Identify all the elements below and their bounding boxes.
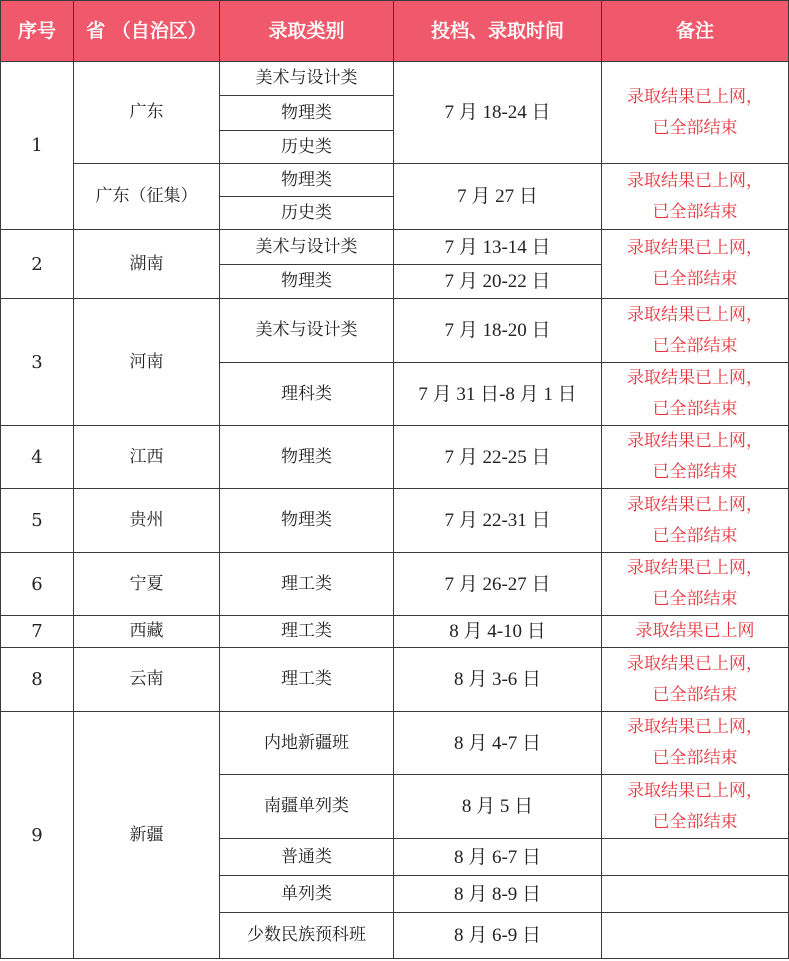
note-line: 录取结果已上网，: [627, 238, 763, 258]
table-row: [1, 489, 789, 553]
note-line: 录取结果已上网，: [627, 86, 763, 107]
header-province: 省 （自治区）: [74, 1, 220, 62]
time-cell: 8 月 8-9 日: [394, 876, 602, 913]
note-line: 录取结果已上网，: [627, 558, 763, 578]
time-cell: 8 月 6-9 日: [394, 913, 602, 959]
category-cell: 普通类: [220, 839, 394, 876]
note-cell: [602, 876, 789, 913]
seq-cell: 4: [1, 426, 74, 489]
time-cell: 8 月 3-6 日: [394, 648, 602, 712]
note-cell: [602, 164, 789, 230]
time-cell: 7 月 27 日: [394, 164, 602, 230]
province-cell: 贵州: [74, 489, 220, 553]
category-cell: 物理类: [220, 265, 394, 299]
category-cell: 美术与设计类: [220, 299, 394, 363]
category-cell: 南疆单列类: [220, 775, 394, 839]
time-cell: 7 月 13-14 日: [394, 230, 602, 265]
time-cell: 7 月 26-27 日: [394, 553, 602, 616]
note-cell: [602, 62, 789, 164]
province-cell: 西藏: [74, 616, 220, 648]
header-time: 投档、录取时间: [394, 1, 602, 62]
note-cell: 录取结果已上网: [602, 616, 789, 648]
category-cell: 单列类: [220, 876, 394, 913]
time-cell: 7 月 22-25 日: [394, 426, 602, 489]
note-line: 录取结果已上网，: [627, 368, 763, 388]
note-cell: [602, 775, 789, 839]
note-line: 已全部结束: [652, 201, 738, 222]
province-cell: 广东: [74, 62, 220, 164]
category-cell: 理科类: [220, 363, 394, 426]
category-cell: 物理类: [220, 426, 394, 489]
header-category: 录取类别: [220, 1, 394, 62]
note-line: 录取结果已上网，: [627, 431, 763, 451]
category-cell: 物理类: [220, 96, 394, 131]
note-line: 录取结果已上网，: [627, 494, 763, 515]
note-cell: [602, 648, 789, 712]
province-cell: 广东（征集）: [74, 164, 220, 230]
table-row: [1, 648, 789, 712]
category-cell: 少数民族预科班: [220, 913, 394, 959]
note-line: 已全部结束: [652, 269, 738, 289]
note-cell: [602, 363, 789, 426]
note-cell: [602, 230, 789, 299]
note-line: 录取结果已上网，: [627, 717, 763, 737]
seq-cell: 1: [1, 62, 74, 230]
note-cell: [602, 553, 789, 616]
note-cell: [602, 913, 789, 959]
category-cell: 美术与设计类: [220, 230, 394, 265]
note-line: 录取结果已上网，: [627, 653, 763, 674]
time-cell: 7 月 18-20 日: [394, 299, 602, 363]
header-row: [1, 1, 789, 62]
note-line: 已全部结束: [652, 811, 738, 832]
note-line: 录取结果已上网，: [627, 304, 763, 325]
table-row: [1, 426, 789, 489]
note-line: 已全部结束: [652, 684, 738, 705]
category-cell: 理工类: [220, 553, 394, 616]
category-cell: 物理类: [220, 489, 394, 553]
note-line: 已全部结束: [652, 589, 738, 609]
note-line: 已全部结束: [652, 462, 738, 482]
seq-cell: 9: [1, 712, 74, 959]
province-cell: 宁夏: [74, 553, 220, 616]
province-cell: 云南: [74, 648, 220, 712]
note-cell: [602, 839, 789, 876]
seq-cell: 8: [1, 648, 74, 712]
province-cell: 河南: [74, 299, 220, 426]
seq-cell: 2: [1, 230, 74, 299]
time-cell: 8 月 5 日: [394, 775, 602, 839]
time-cell: 7 月 22-31 日: [394, 489, 602, 553]
seq-cell: 3: [1, 299, 74, 426]
time-cell: 7 月 20-22 日: [394, 265, 602, 299]
category-cell: 美术与设计类: [220, 62, 394, 96]
seq-cell: 7: [1, 616, 74, 648]
table-row: [1, 712, 789, 775]
note-line: 已全部结束: [652, 525, 738, 546]
note-line: 录取结果已上网，: [627, 170, 763, 191]
category-cell: 历史类: [220, 131, 394, 164]
category-cell: 理工类: [220, 616, 394, 648]
header-seq: 序号: [1, 1, 74, 62]
province-cell: 湖南: [74, 230, 220, 299]
time-cell: 8 月 6-7 日: [394, 839, 602, 876]
province-cell: 新疆: [74, 712, 220, 959]
category-cell: 内地新疆班: [220, 712, 394, 775]
table-row: [1, 299, 789, 363]
note-line: 录取结果已上网，: [627, 780, 763, 801]
category-cell: 理工类: [220, 648, 394, 712]
note-cell: [602, 299, 789, 363]
note-cell: [602, 426, 789, 489]
table-row: [1, 164, 789, 197]
time-cell: 8 月 4-10 日: [394, 616, 602, 648]
note-line: 已全部结束: [652, 748, 738, 768]
category-cell: 历史类: [220, 197, 394, 230]
category-cell: 物理类: [220, 164, 394, 197]
note-cell: [602, 712, 789, 775]
table-row: [1, 616, 789, 648]
table-row: [1, 230, 789, 265]
time-cell: 7 月 31 日-8 月 1 日: [394, 363, 602, 426]
note-line: 已全部结束: [652, 399, 738, 419]
table-row: [1, 553, 789, 616]
time-cell: 7 月 18-24 日: [394, 62, 602, 164]
seq-cell: 5: [1, 489, 74, 553]
province-cell: 江西: [74, 426, 220, 489]
time-cell: 8 月 4-7 日: [394, 712, 602, 775]
note-line: 已全部结束: [652, 117, 738, 138]
table-row: [1, 62, 789, 96]
note-cell: [602, 489, 789, 553]
header-note: 备注: [602, 1, 789, 62]
seq-cell: 6: [1, 553, 74, 616]
note-line: 已全部结束: [652, 335, 738, 356]
